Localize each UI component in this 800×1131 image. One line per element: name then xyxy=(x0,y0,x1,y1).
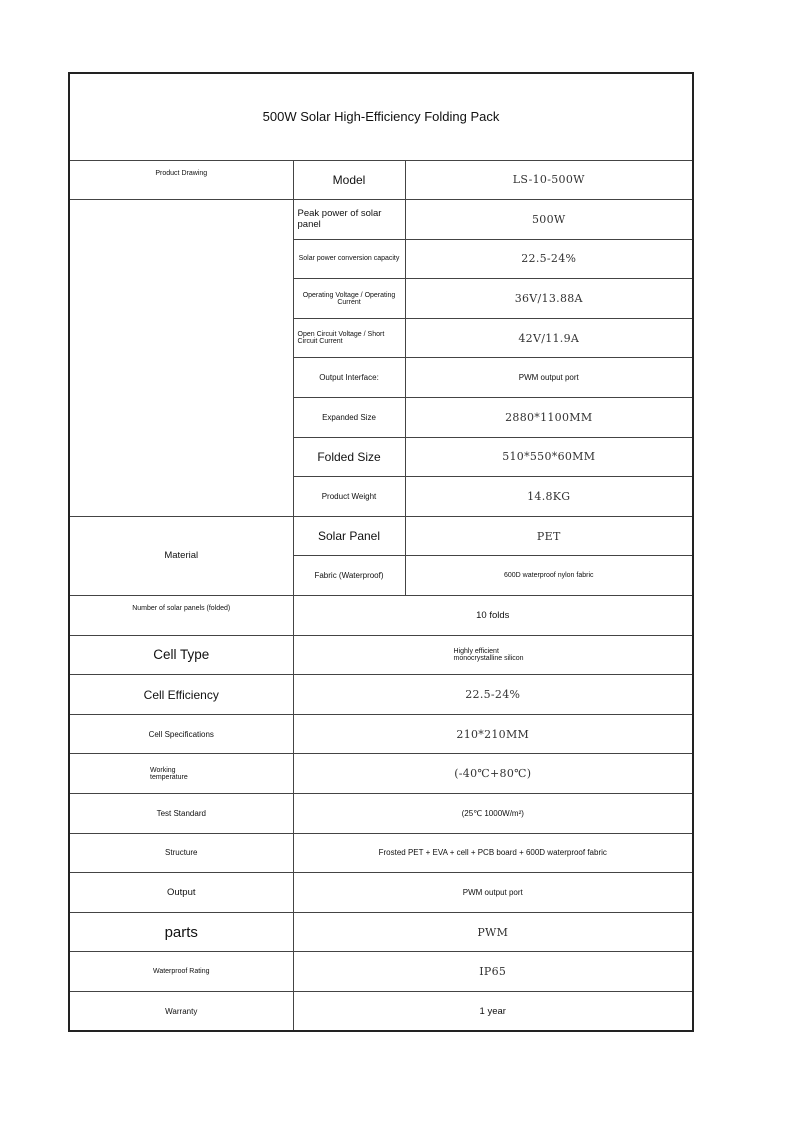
row-value: PWM xyxy=(293,912,693,952)
spec-label: Output Interface: xyxy=(293,358,405,398)
table-row xyxy=(69,714,693,754)
row-value: (-40℃+80℃) xyxy=(293,754,693,794)
spec-value: 500W xyxy=(405,200,693,240)
title-row xyxy=(69,73,693,160)
spec-label: Peak power of solar panel xyxy=(293,200,405,240)
material-item-value: PET xyxy=(405,516,693,556)
spec-value: 14.8KG xyxy=(405,477,693,517)
row-label: Cell Specifications xyxy=(69,714,293,754)
product-drawing-label: Product Drawing xyxy=(69,160,293,200)
spec-label: Product Weight xyxy=(293,477,405,517)
spec-value: 22.5-24% xyxy=(405,239,693,279)
spec-table xyxy=(68,72,694,1032)
document-title: 500W Solar High-Efficiency Folding Pack xyxy=(69,73,693,160)
row-value: IP65 xyxy=(293,952,693,992)
row-value: 10 folds xyxy=(293,596,693,636)
table-row xyxy=(69,754,693,794)
spec-label: Expanded Size xyxy=(293,398,405,438)
row-value: Highly efficient monocrystalline silicon xyxy=(293,635,693,675)
row-label: Working temperature xyxy=(69,754,293,794)
row-value: (25℃ 1000W/m²) xyxy=(293,794,693,834)
material-item-label: Fabric (Waterproof) xyxy=(293,556,405,596)
table-row xyxy=(69,675,693,715)
row-value: 210*210MM xyxy=(293,714,693,754)
table-row xyxy=(69,833,693,873)
row-label: Output xyxy=(69,873,293,913)
row-label: Warranty xyxy=(69,991,293,1031)
row-label: Structure xyxy=(69,833,293,873)
table-row xyxy=(69,794,693,834)
row-label: Waterproof Rating xyxy=(69,952,293,992)
row-label: Cell Type xyxy=(69,635,293,675)
material-item-label: Solar Panel xyxy=(293,516,405,556)
spec-label: Open Circuit Voltage / Short Circuit Current xyxy=(293,318,405,358)
material-item-value: 600D waterproof nylon fabric xyxy=(405,556,693,596)
table-row xyxy=(69,516,693,556)
row-label: Cell Efficiency xyxy=(69,675,293,715)
table-row xyxy=(69,200,693,240)
spec-value: 42V/11.9A xyxy=(405,318,693,358)
spec-value: 2880*1100MM xyxy=(405,398,693,438)
product-drawing-cell xyxy=(69,200,293,517)
table-row xyxy=(69,635,693,675)
table-row xyxy=(69,991,693,1031)
table-row xyxy=(69,873,693,913)
spec-value: 36V/13.88A xyxy=(405,279,693,319)
row-label: parts xyxy=(69,912,293,952)
material-label: Material xyxy=(69,516,293,595)
table-row xyxy=(69,596,693,636)
table-row xyxy=(69,952,693,992)
row-label: Test Standard xyxy=(69,794,293,834)
row-value: 1 year xyxy=(293,991,693,1031)
row-value: Frosted PET + EVA + cell + PCB board + 600D waterproof fabric xyxy=(293,833,693,873)
model-label: Model xyxy=(293,160,405,200)
row-value: 22.5-24% xyxy=(293,675,693,715)
model-value: LS-10-500W xyxy=(405,160,693,200)
table-row xyxy=(69,160,693,200)
spec-label: Folded Size xyxy=(293,437,405,477)
spec-value: 510*550*60MM xyxy=(405,437,693,477)
spec-value: PWM output port xyxy=(405,358,693,398)
spec-label: Operating Voltage / Operating Current xyxy=(293,279,405,319)
spec-label: Solar power conversion capacity xyxy=(293,239,405,279)
table-row xyxy=(69,912,693,952)
row-value: PWM output port xyxy=(293,873,693,913)
row-label: Number of solar panels (folded) xyxy=(69,596,293,636)
